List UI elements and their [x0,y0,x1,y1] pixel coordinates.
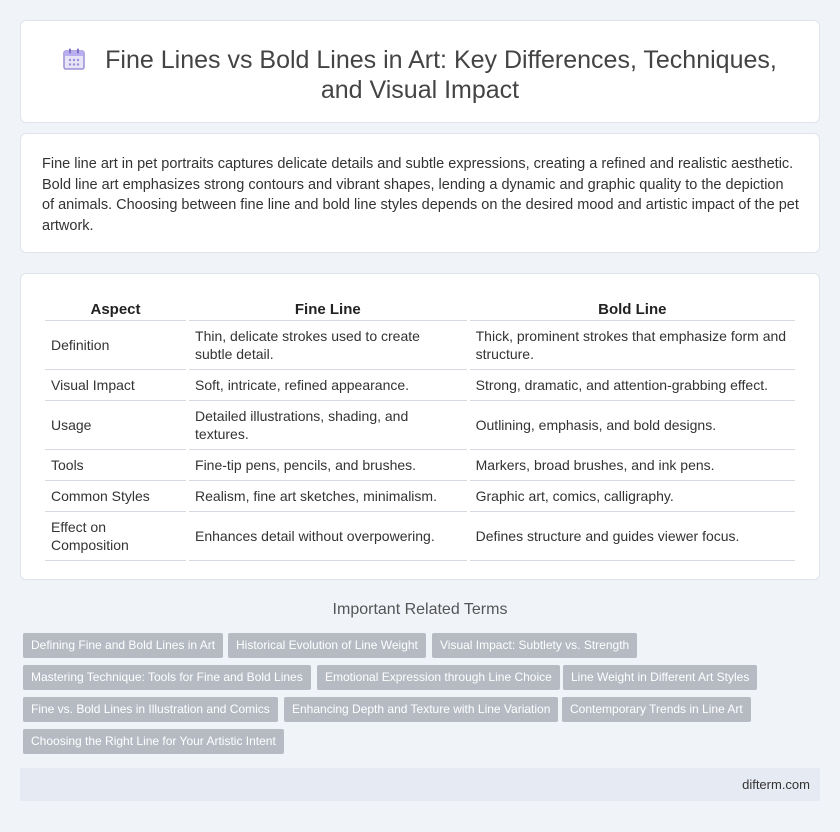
related-term-tag[interactable]: Line Weight in Different Art Styles [563,665,757,690]
table-cell: Tools [45,450,186,481]
table-cell: Fine-tip pens, pencils, and brushes. [189,450,467,481]
table-row [45,512,795,561]
related-term-tag[interactable]: Mastering Technique: Tools for Fine and Bold Lines [23,665,311,690]
summary-card [20,133,820,253]
table-row [45,401,795,450]
table-cell: Definition [45,321,186,370]
table-cell: Thin, delicate strokes used to create subtle detail. [189,321,467,370]
related-term-tag[interactable]: Historical Evolution of Line Weight [228,633,426,658]
table-cell: Effect on Composition [45,512,186,561]
related-term-tag[interactable]: Fine vs. Bold Lines in Illustration and Comics [23,697,278,722]
table-cell: Strong, dramatic, and attention-grabbing effect. [470,370,795,401]
table-cell: Defines structure and guides viewer focus. [470,512,795,561]
table-row [45,321,795,370]
comparison-table-card [20,273,820,580]
title-card [20,20,820,123]
related-term-tag[interactable]: Visual Impact: Subtlety vs. Strength [432,633,637,658]
table-cell: Thick, prominent strokes that emphasize form and structure. [470,321,795,370]
related-terms-title: Important Related Terms [332,601,508,618]
page-title: Fine Lines vs Bold Lines in Art: Key Differences, Techniques, and Visual Impact [105,46,777,104]
footer [20,768,820,801]
table-cell: Usage [45,401,186,450]
table-cell: Enhances detail without overpowering. [189,512,467,561]
header-fine-line: Fine Line [189,298,467,321]
table-row [45,481,795,512]
summary-text: Fine line art in pet portraits captures delicate details and subtle expressions, creating a refined and realistic aesthetic. Bold line art emphasizes strong contours and vibrant shapes, lending a dynamic and graphic quality to the depiction of animals. Choosing between fine line and bold line styles depends on the desired mood and artistic impact of the pet artwork. [42,156,799,234]
comparison-table [42,298,798,561]
table-cell: Outlining, emphasis, and bold designs. [470,401,795,450]
table-cell: Graphic art, comics, calligraphy. [470,481,795,512]
table-cell: Soft, intricate, refined appearance. [189,370,467,401]
table-header-row [45,298,795,321]
related-term-tag[interactable]: Choosing the Right Line for Your Artistic Intent [23,729,284,754]
table-cell: Realism, fine art sketches, minimalism. [189,481,467,512]
table-cell: Markers, broad brushes, and ink pens. [470,450,795,481]
related-term-tag[interactable]: Contemporary Trends in Line Art [562,697,751,722]
table-row [45,370,795,401]
table-row [45,450,795,481]
related-term-tag[interactable]: Defining Fine and Bold Lines in Art [23,633,223,658]
table-cell: Detailed illustrations, shading, and textures. [189,401,467,450]
table-cell: Common Styles [45,481,186,512]
footer-site-link[interactable]: difterm.com [742,777,810,792]
calendar-icon [63,48,85,70]
header-aspect: Aspect [45,298,186,321]
related-term-tag[interactable]: Enhancing Depth and Texture with Line Variation [284,697,558,722]
header-bold-line: Bold Line [470,298,795,321]
related-term-tag[interactable]: Emotional Expression through Line Choice [317,665,560,690]
table-cell: Visual Impact [45,370,186,401]
